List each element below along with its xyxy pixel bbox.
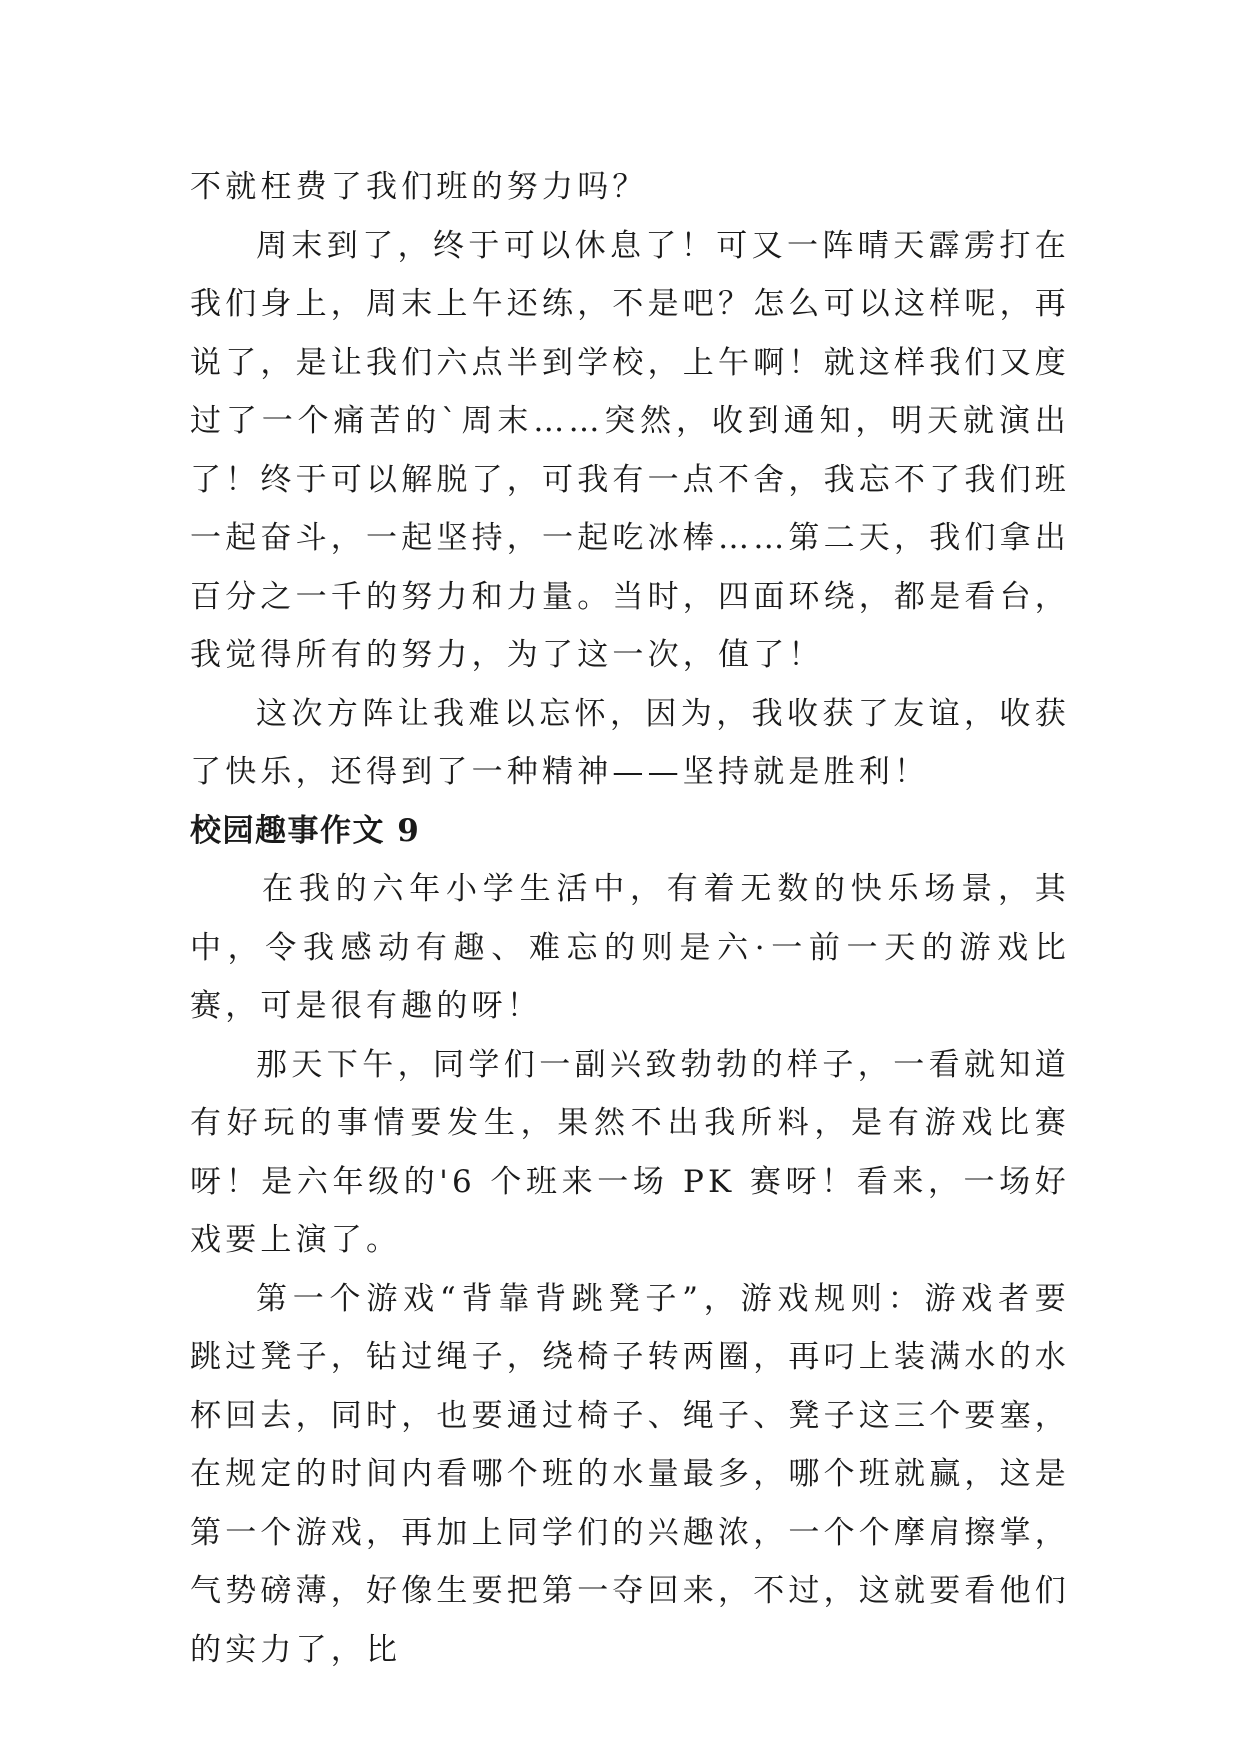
paragraph-afternoon: 那天下午，同学们一副兴致勃勃的样子，一看就知道有好玩的事情要发生，果然不出我所料，是有游戏比赛呀！是六年级的'6 个班来一场 PK 赛呀！看来，一场好戏要上演了。 bbox=[190, 1046, 1070, 1258]
document-body bbox=[190, 158, 1070, 1679]
paragraph-continuation: 不就枉费了我们班的努力吗？ bbox=[190, 169, 648, 205]
paragraph-intro: 在我的六年小学生活中，有着无数的快乐场景，其中，令我感动有趣、难忘的则是六·一前一天的游戏比赛，可是很有趣的呀！ bbox=[190, 871, 1070, 1024]
section-title: 校园趣事作文 9 bbox=[190, 812, 421, 849]
paragraph-reflection: 这次方阵让我难以忘怀，因为，我收获了友谊，收获了快乐，还得到了一种精神——坚持就是胜利！ bbox=[190, 695, 1070, 790]
paragraph-first-game: 第一个游戏“背靠背跳凳子”，游戏规则：游戏者要跳过凳子，钻过绳子，绕椅子转两圈，再叼上装满水的水杯回去，同时，也要通过椅子、绳子、凳子这三个要塞，在规定的时间内看哪个班的水量最多，哪个班就赢，这是第一个游戏，再加上同学们的兴趣浓，一个个摩肩擦掌，气势磅薄，好像生要把第一夺回来，不过，这就要看他们的实力了，比 bbox=[190, 1280, 1070, 1668]
paragraph-weekend: 周末到了，终于可以休息了！可又一阵晴天霹雳打在我们身上，周末上午还练，不是吧？怎么可以这样呢，再说了，是让我们六点半到学校，上午啊！就这样我们又度过了一个痛苦的`周末……突然，收到通知，明天就演出了！终于可以解脱了，可我有一点不舍，我忘不了我们班一起奋斗，一起坚持，一起吃冰棒……第二天，我们拿出百分之一千的努力和力量。当时，四面环绕，都是看台，我觉得所有的努力，为了这一次，值了！ bbox=[190, 227, 1070, 673]
